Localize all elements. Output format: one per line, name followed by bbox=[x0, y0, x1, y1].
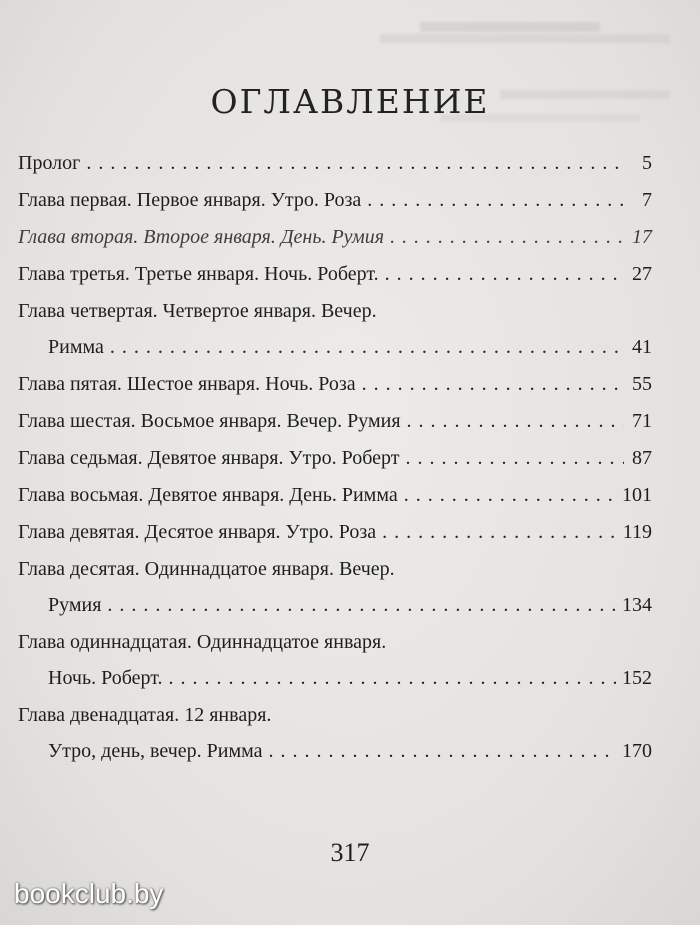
toc-entry-text: Глава третья. Третье января. Ночь. Роберт. bbox=[18, 263, 379, 285]
toc-entry bbox=[18, 631, 652, 690]
toc-entry-text: Глава шестая. Восьмое января. Вечер. Румия bbox=[18, 410, 401, 432]
dot-leader bbox=[404, 484, 616, 507]
toc-entry-text: Глава двенадцатая. 12 января. bbox=[18, 704, 272, 726]
toc-page-number: 55 bbox=[632, 373, 652, 395]
toc-entry-text: Глава седьмая. Девятое января. Утро. Роберт bbox=[18, 447, 400, 469]
toc-entry-text: Глава десятая. Одиннадцатое января. Вечер. bbox=[18, 558, 395, 580]
dot-leader bbox=[107, 594, 616, 617]
toc-page-number: 101 bbox=[622, 484, 652, 506]
toc-page-number: 41 bbox=[632, 336, 652, 358]
toc-entry bbox=[18, 410, 652, 433]
toc-entry bbox=[18, 263, 652, 286]
toc-list bbox=[18, 152, 652, 777]
dot-leader bbox=[385, 263, 624, 286]
dot-leader bbox=[382, 521, 617, 544]
watermark: bookclub.by bbox=[14, 878, 164, 909]
page-title: ОГЛАВЛЕНИЕ bbox=[210, 82, 490, 121]
toc-entry-text: Глава пятая. Шестое января. Ночь. Роза bbox=[18, 373, 356, 395]
toc-page-number: 152 bbox=[622, 667, 652, 689]
toc-page-number: 27 bbox=[632, 263, 652, 285]
toc-page-number: 170 bbox=[622, 740, 652, 762]
toc-entry-text: Глава вторая. Второе января. День. Румия bbox=[18, 226, 385, 248]
toc-entry-text: Пролог bbox=[18, 152, 81, 174]
toc-entry-continuation: Римма bbox=[48, 336, 104, 358]
toc-entry-continuation: Румия bbox=[48, 594, 102, 616]
dot-leader bbox=[86, 152, 624, 175]
toc-entry-continuation: Утро, день, вечер. Римма bbox=[48, 740, 263, 762]
toc-page-number: 134 bbox=[622, 594, 652, 616]
toc-entry bbox=[18, 300, 652, 359]
toc-entry bbox=[18, 152, 652, 175]
toc-page-number: 17 bbox=[632, 226, 652, 248]
dot-leader bbox=[367, 189, 624, 212]
dot-leader bbox=[110, 336, 624, 359]
toc-entry-continuation: Ночь. Роберт. bbox=[48, 667, 163, 689]
toc-page-number: 119 bbox=[622, 521, 652, 543]
toc-page-number: 71 bbox=[632, 410, 652, 432]
dot-leader bbox=[407, 410, 624, 433]
toc-entry-text: Глава четвертая. Четвертое января. Вечер. bbox=[18, 300, 377, 322]
toc-page-number: 7 bbox=[642, 189, 652, 211]
dot-leader bbox=[169, 667, 617, 690]
toc-entry bbox=[18, 189, 652, 212]
toc-entry bbox=[18, 226, 652, 249]
dot-leader bbox=[362, 373, 624, 396]
dot-leader bbox=[390, 226, 624, 249]
dot-leader bbox=[269, 740, 616, 763]
toc-entry bbox=[18, 521, 652, 544]
toc-page-number: 87 bbox=[632, 447, 652, 469]
toc-entry bbox=[18, 704, 652, 763]
toc-entry-text: Глава восьмая. Девятое января. День. Римма bbox=[18, 484, 398, 506]
toc-entry bbox=[18, 447, 652, 470]
page-number: 317 bbox=[330, 838, 370, 867]
toc-entry bbox=[18, 558, 652, 617]
toc-page-number: 5 bbox=[642, 152, 652, 174]
toc-entry-text: Глава девятая. Десятое января. Утро. Роза bbox=[18, 521, 377, 543]
toc-entry bbox=[18, 484, 652, 507]
toc-entry bbox=[18, 373, 652, 396]
toc-entry-text: Глава одиннадцатая. Одиннадцатое января. bbox=[18, 631, 387, 653]
toc-entry-text: Глава первая. Первое января. Утро. Роза bbox=[18, 189, 362, 211]
dot-leader bbox=[406, 447, 624, 470]
